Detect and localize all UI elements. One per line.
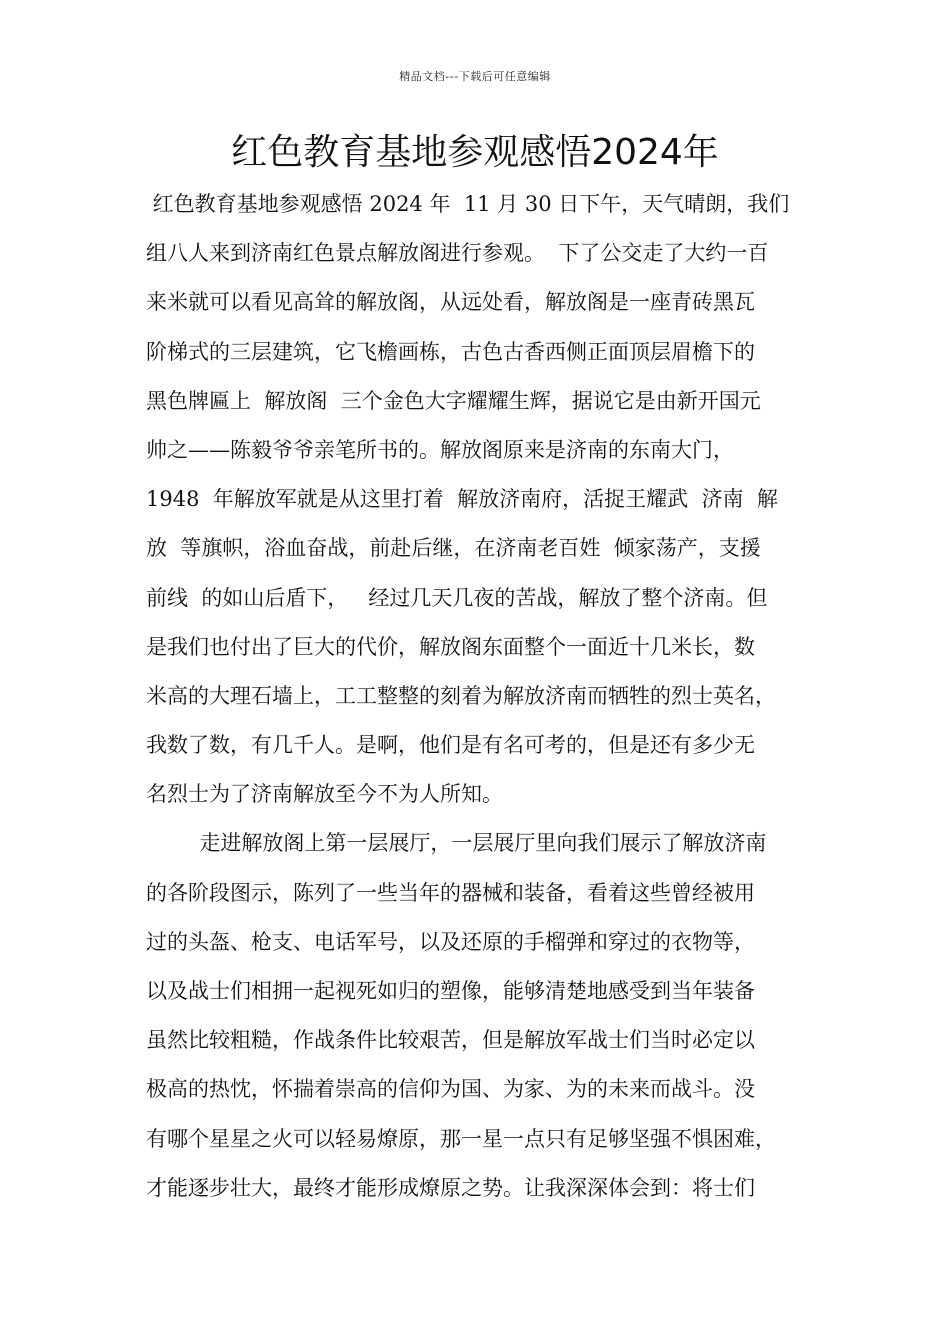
text-line: 极高的热忱，怀揣着崇高的信仰为国、为家、为的未来而战斗。没 [146,1077,755,1102]
text-line: 才能逐步壮大，最终才能形成燎原之势。让我深深体会到：将士们 [146,1175,755,1200]
text-line: 放 等旗帜，浴血奋战，前赴后继，在济南老百姓 倾家荡产，支援 [146,536,761,561]
text-line: 过的头盔、枪支、电话军号，以及还原的手榴弹和穿过的衣物等， [146,929,755,954]
text-line: 黑色牌匾上 解放阁 三个金色大字耀耀生辉，据说它是由新开国元 [146,388,761,413]
text-line: 1948 年解放军就是从这里打着 解放济南府，活捉王耀武 济南 解 [146,487,778,512]
text-line: 有哪个星星之火可以轻易燎原，那一星一点只有足够坚强不惧困难， [146,1126,776,1151]
text-line: 是我们也付出了巨大的代价，解放阁东面整个一面近十几米长，数 [146,634,755,659]
header-note: 精品文档---下载后可任意编辑 [399,70,551,83]
text-line: 阶梯式的三层建筑，它飞檐画栋，古色古香西侧正面顶层眉檐下的 [146,339,755,364]
text-line: 来米就可以看见高耸的解放阁，从远处看，解放阁是一座青砖黑瓦 [146,290,755,315]
text-line: 走进解放阁上第一层展厅，一层展厅里向我们展示了解放济南 [146,831,767,856]
document-body [146,180,826,1213]
text-line: 帅之——陈毅爷爷亲笔所书的。解放阁原来是济南的东南大门， [146,437,734,462]
text-line: 以及战士们相拥一起视死如归的塑像，能够清楚地感受到当年装备 [146,979,755,1003]
text-line: 我数了数，有几千人。是啊，他们是有名可考的，但是还有多少无 [146,733,755,758]
text-line: 名烈士为了济南解放至今不为人所知。 [146,782,503,807]
text-line: 红色教育基地参观感悟 2024 年 11 月 30 日下午，天气晴朗，我们 [146,192,790,216]
document-title: 红色教育基地参观感悟2024年 [231,132,719,173]
text-line: 组八人来到济南红色景点解放阁进行参观。 下了公交走了大约一百 [146,241,769,266]
text-line: 虽然比较粗糙，作战条件比较艰苦，但是解放军战士们当时必定以 [146,1028,755,1053]
text-line: 前线 的如山后盾下， 经过几天几夜的苦战，解放了整个济南。但 [146,585,768,610]
text-line: 的各阶段图示，陈列了一些当年的器械和装备，看着这些曾经被用 [146,880,755,905]
text-line: 米高的大理石墙上，工工整整的刻着为解放济南而牺牲的烈士英名， [146,683,776,708]
